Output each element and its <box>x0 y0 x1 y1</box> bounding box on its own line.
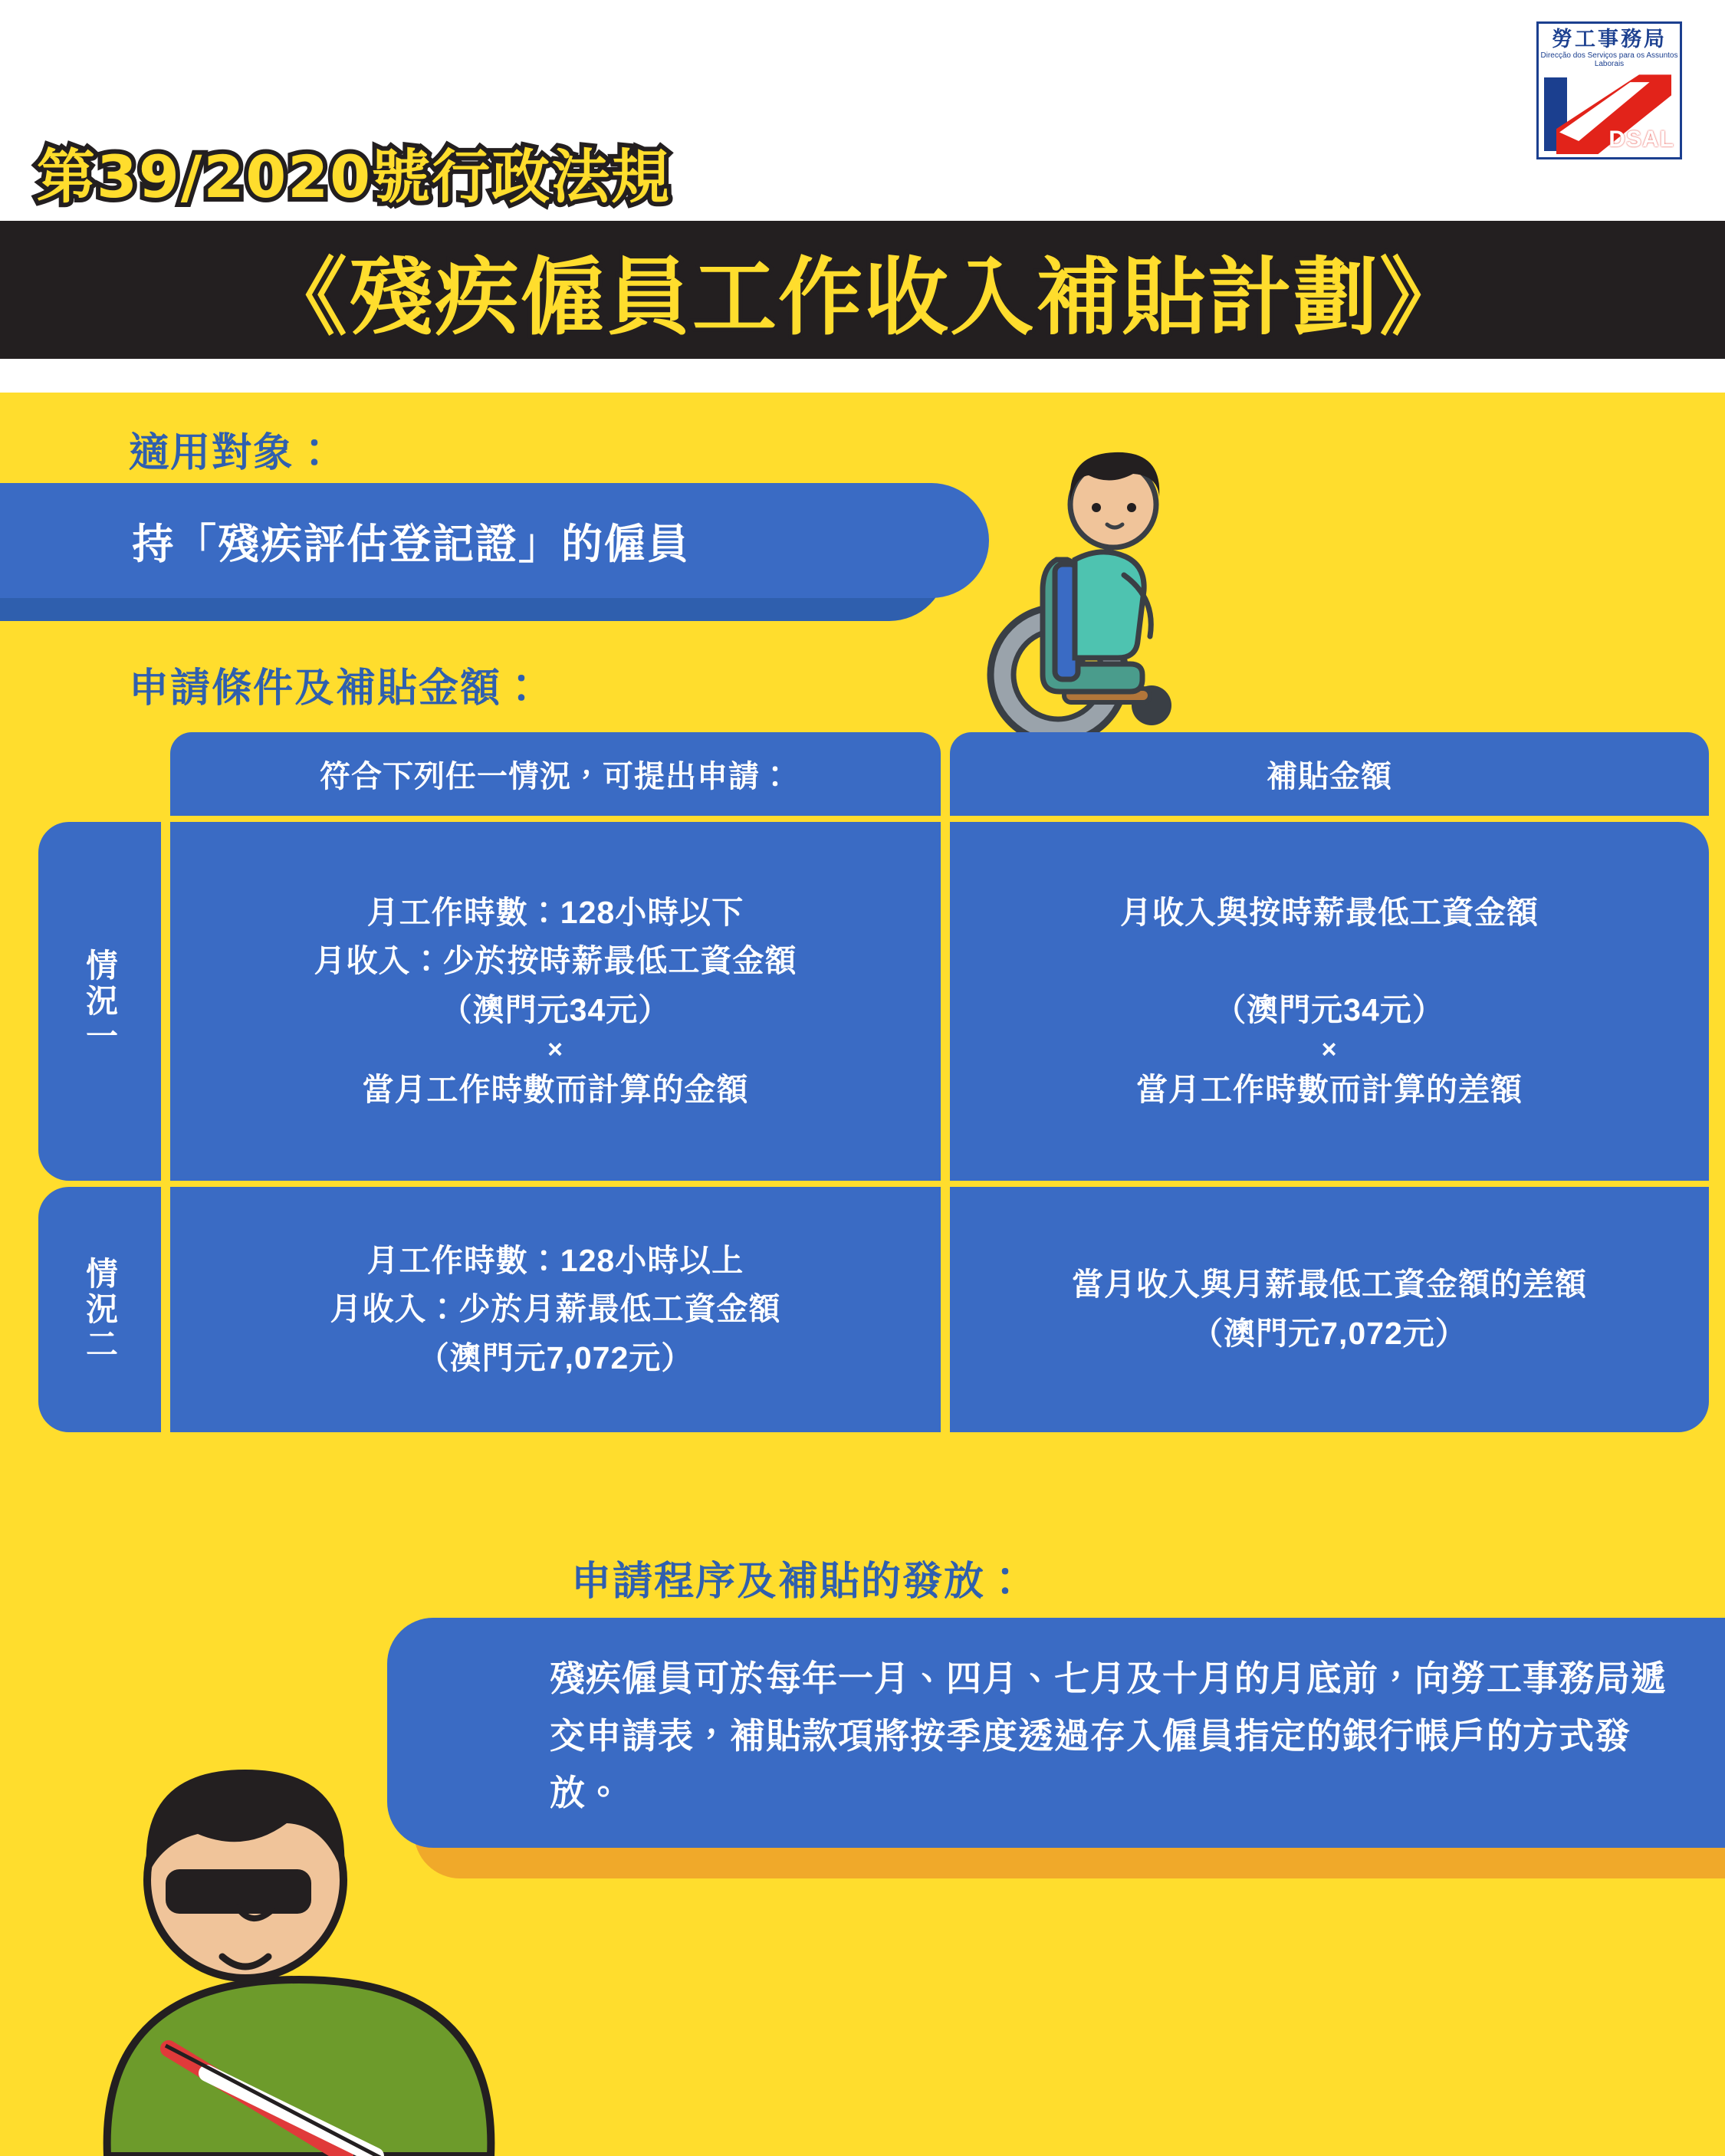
table-row <box>38 822 1725 1181</box>
row-2-condition-line-3: （澳門元7,072元） <box>417 1339 694 1375</box>
row-1-amount-line-2 <box>1325 937 1334 986</box>
row-label-case-2: 情況二 <box>38 1187 161 1432</box>
procedure-text: 殘疾僱員可於每年一月、四月、七月及十月的月底前，向勞工事務局遞交申請表，補貼款項將按季度透過存入僱員指定的銀行帳戶的方式發放。 <box>387 1618 1725 1848</box>
row-2-condition-cell <box>170 1187 941 1432</box>
row-1-condition-line-5: 當月工作時數而計算的金額 <box>362 1071 749 1107</box>
table-row <box>38 1187 1725 1432</box>
table-header-amount: 補貼金額 <box>950 732 1709 816</box>
row-2-condition-line-2: 月收入：少於月薪最低工資金額 <box>330 1291 781 1327</box>
logo-acronym: DSAL <box>1608 127 1674 153</box>
applies-to-pill <box>0 483 989 598</box>
conditions-label: 申請條件及補貼金額： <box>129 666 544 711</box>
dsal-logo <box>1536 21 1682 159</box>
applies-to-label: 適用對象： <box>129 431 337 475</box>
row-1-condition-line-4: × <box>547 1035 564 1065</box>
row-1-condition-line-2: 月收入：少於按時薪最低工資金額 <box>314 943 797 979</box>
table-header-condition: 符合下列任一情況，可提出申請： <box>170 732 941 816</box>
row-1-condition-line-1: 月工作時數：128小時以下 <box>366 894 744 930</box>
procedure-label: 申請程序及補貼的發放： <box>571 1559 1027 1604</box>
row-label-case-1: 情況一 <box>38 822 161 1181</box>
applies-to-value: 持「殘疾評估登記證」的僱員 <box>132 521 690 567</box>
row-2-condition-line-1: 月工作時數：128小時以上 <box>366 1242 744 1278</box>
logo-name-cn: 勞工事務局 <box>1552 28 1667 51</box>
logo-graphic-icon <box>1538 73 1681 156</box>
row-1-condition-cell <box>170 822 941 1181</box>
row-2-amount-line-2: （澳門元7,072元） <box>1191 1316 1467 1351</box>
row-1-amount-line-4: × <box>1321 1035 1338 1065</box>
row-1-amount-cell <box>950 822 1709 1181</box>
wheelchair-user-illustration <box>974 445 1227 751</box>
regulation-number: 第39/2020號行政法規 <box>37 143 672 211</box>
row-2-amount-line-1: 當月收入與月薪最低工資金額的差額 <box>1072 1267 1587 1303</box>
page-title: 《殘疾僱員工作收入補貼計劃》 <box>263 248 1465 347</box>
row-1-amount-line-5: 當月工作時數而計算的差額 <box>1136 1071 1523 1107</box>
logo-name-pt: Direcção dos Serviços para os Assuntos Laborais <box>1540 51 1678 69</box>
blind-person-illustration <box>15 1727 598 2156</box>
row-2-amount-cell <box>950 1187 1709 1432</box>
conditions-table <box>0 732 1725 1432</box>
row-1-condition-line-3: （澳門元34元） <box>440 991 671 1027</box>
table-header-row <box>170 732 1725 816</box>
row-1-amount-line-1: 月收入與按時薪最低工資金額 <box>1120 894 1539 930</box>
row-1-amount-line-3: （澳門元34元） <box>1214 991 1444 1027</box>
